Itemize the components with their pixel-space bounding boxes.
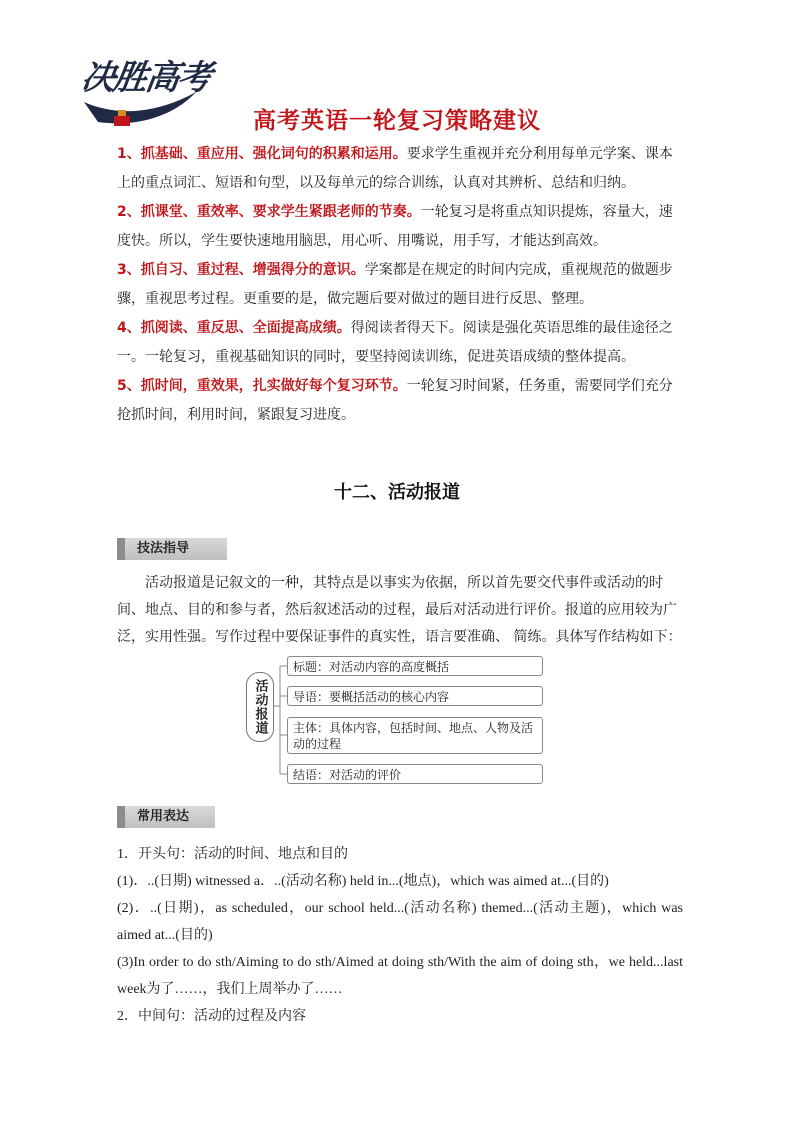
- document-title: 高考英语一轮复习策略建议: [253, 108, 541, 134]
- section-title: 十二、活动报道: [334, 482, 460, 503]
- tip-item: 5、抓时间，重效果，扎实做好每个复习环节。一轮复习时间紧，任务重，需要同学们充分抢抓时间，利用时间，紧跟复习进度。: [117, 378, 673, 423]
- diagram-branch-lead: 导语：要概括活动的核心内容: [287, 686, 543, 706]
- method-tag: 技法指导: [117, 538, 227, 560]
- intro-paragraph: 活动报道是记叙文的一种，其特点是以事实为依据，所以首先要交代事件或活动的时间、地点、目的和参与者，然后叙述活动的过程，最后对活动进行评价。报道的应用较为广泛，实用性强。写作过程中要保证事件的真实性，语言要准确、 简练。具体写作结构如下：: [117, 575, 682, 645]
- expression-item: (3)In order to do sth/Aiming to do sth/Aimed at doing sth/With the aim of doing sth，we held...last week为了……，我们上周举办了……: [117, 955, 683, 997]
- expressions-heading: 2．中间句：活动的过程及内容: [117, 1009, 306, 1024]
- expression-item: (1)．..(日期) witnessed a．..(活动名称) held in...(地点)，which was aimed at...(目的): [117, 874, 609, 889]
- expressions-tag: 常用表达: [117, 806, 215, 828]
- tips-list: [117, 140, 683, 430]
- logo-text: 决胜高考: [78, 58, 213, 98]
- tip-item: 1、抓基础、重应用、强化词句的积累和运用。要求学生重视并充分利用每单元学案、课本上的重点词汇、短语和句型，以及每单元的综合训练，认真对其辨析、总结和归纳。: [117, 146, 673, 191]
- diagram-branch-body: 主体：具体内容，包括时间、地点、人物及活动的过程: [287, 717, 543, 754]
- diagram-root: 活动报道: [246, 672, 274, 742]
- tip-item: 3、抓自习、重过程、增强得分的意识。学案都是在规定的时间内完成，重视规范的做题步骤，重视思考过程。更重要的是，做完题后要对做过的题目进行反思、整理。: [117, 262, 673, 307]
- diagram-branch-conclusion: 结语：对活动的评价: [287, 764, 543, 784]
- expressions-heading: 1．开头句：活动的时间、地点和目的: [117, 847, 348, 862]
- tip-item: 4、抓阅读、重反思、全面提高成绩。得阅读者得天下。阅读是强化英语思维的最佳途径之一。一轮复习，重视基础知识的同时，要坚持阅读训练，促进英语成绩的整体提高。: [117, 320, 673, 365]
- expressions-list: [117, 841, 683, 1030]
- diagram-branch-title: 标题：对活动内容的高度概括: [287, 656, 543, 676]
- tip-item: 2、抓课堂、重效率、要求学生紧跟老师的节奏。一轮复习是将重点知识提炼，容量大，速度快。所以，学生要快速地用脑思，用心听、用嘴说，用手写，才能达到高效。: [117, 204, 673, 249]
- structure-diagram: [246, 652, 550, 788]
- expression-item: (2)．..(日期)，as scheduled，our school held...(活动名称) themed...(活动主题)，which was aimed at...(目的): [117, 901, 683, 943]
